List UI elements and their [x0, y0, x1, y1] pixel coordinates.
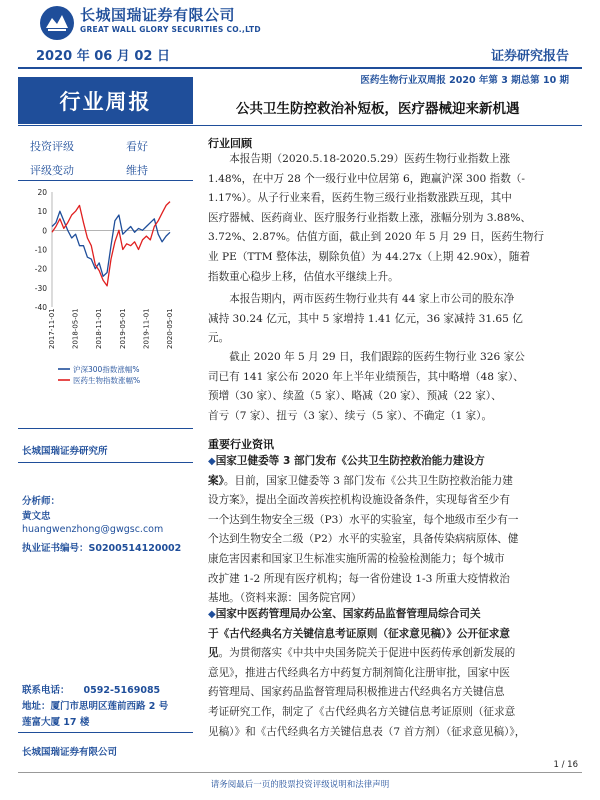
rating-top-rule [18, 125, 193, 126]
text-line: 一个达到生物安全三级（P3）水平的实验室，每个地级市至少有一 [208, 513, 519, 526]
contact-phone [22, 682, 160, 696]
analyst-name: 黄文忠 [22, 511, 51, 522]
page-number: 1 / 16 [553, 760, 578, 770]
text-line: 本报告期（2020.5.18-2020.5.29）医药生物行业指数上涨 [229, 153, 511, 165]
company-name-cn: 长城国瑞证券有限公司 [80, 6, 236, 24]
contact-phone-label: 联系电话： [22, 685, 70, 696]
y-tick-label: -10 [34, 245, 47, 255]
text-line: 司已有 141 家公布 2020 年上半年业绩预告，其中略增（48 家）、 [208, 370, 524, 383]
text-line: 改扩建 1-2 所现有医疗机构；每一省份建设 1-3 所重大疫情救治 [208, 572, 510, 585]
x-tick-label: 2019-11-01 [142, 308, 151, 349]
y-tick-label: -30 [34, 283, 47, 293]
company-logo [40, 6, 74, 40]
x-tick-label: 2017-11-01 [48, 308, 56, 349]
header-divider [18, 67, 582, 69]
text-line: 本报告期内，两市医药生物行业共有 44 家上市公司的股东净 [229, 293, 515, 305]
text-line: 预增（30 家）、续盈（5 家）、略减（20 家）、预减（22 家）、 [208, 390, 502, 403]
text-line: 考证研究工作，制定了《古代经典名方关键信息考证原则（征求意 [208, 705, 516, 718]
legend-label-2: 医药生物指数涨幅% [73, 376, 141, 385]
text-line: 业 PE（TTM 整体法，剔除负值）为 44.27x（上期 42.90x），随着 [208, 250, 531, 263]
text-line: 3.72%、2.87%。估值方面，截止到 2020 年 5 月 29 日，医药生物行 [208, 231, 544, 244]
text-line: 意见》，推进古代经典名方中药复方制剂简化注册审批，国家中医 [208, 666, 510, 679]
news-item-1-title-line: 案》 [208, 474, 224, 487]
contact-phone-number: 0592-5169085 [83, 685, 161, 696]
analyst-email[interactable]: huangwenzhong@gwgsc.com [22, 524, 164, 535]
news-item-2-title-line: 见 [208, 647, 219, 660]
address-rule [18, 732, 193, 733]
diamond-bullet-icon: ◆ [208, 456, 216, 467]
chart-bottom-rule [18, 428, 193, 429]
text-line: 基地。（资料来源：国务院官网） [208, 592, 362, 605]
rating-bottom-rule [18, 180, 193, 181]
address-line-2: 莲富大厦 17 楼 [22, 717, 90, 728]
text-line: 1.17%）。从子行业来看，医药生物三级行业指数涨跌互现，其中 [208, 192, 512, 205]
news-item-2-title-line: 国家中医药管理局办公室、国家药品监督管理局综合司关 [215, 608, 481, 620]
text-line: 指数重心稳步上移，估值水平继续上升。 [208, 270, 399, 283]
rating-change-label: 评级变动 [30, 164, 74, 177]
y-tick-label: 20 [37, 188, 47, 197]
news-item-1 [208, 452, 573, 609]
text-line: 设方案》，提出全面改善疾控机构设施设备条件，实现每省至少有 [208, 494, 510, 507]
report-date: 2020 年 06 月 02 日 [36, 49, 170, 64]
invest-rating-value: 看好 [126, 140, 148, 153]
address-line-1: 地址：厦门市思明区莲前西路 2 号 [22, 701, 169, 712]
institute-name: 长城国瑞证券研究所 [22, 446, 108, 457]
market-performance-chart [18, 182, 193, 397]
x-tick-label: 2019-05-01 [118, 308, 127, 349]
text-line: 药管理局、国家药品监督管理局积极推进古代经典名方关键信息 [208, 686, 505, 699]
text-line: 。目前，国家卫健委等 3 部门发布《公共卫生防控救治能力建 [223, 474, 513, 487]
diamond-bullet-icon: ◆ [208, 609, 216, 620]
issue-info: 医药生物行业双周报 2020 年第 3 期总第 10 期 [360, 75, 569, 86]
section-title-review: 行业回顾 [208, 137, 252, 150]
x-tick-label: 2020-05-01 [166, 308, 174, 349]
review-paragraph-3 [208, 348, 573, 426]
text-line: 见稿）》和《古代经典名方关键信息表（7 首方剂）（征求意见稿）》， [208, 725, 526, 738]
text-line: 医疗器械、医药商业、医疗服务行业指数上涨，涨幅分别为 3.88%、 [208, 211, 532, 224]
footer-divider [18, 772, 582, 773]
text-line: 元。 [208, 332, 230, 345]
footer-company: 长城国瑞证券有限公司 [22, 747, 118, 758]
review-paragraph-2 [208, 290, 573, 349]
text-line: 个达到生物安全二级（P2）水平的实验室，具备传染病病原体、健 [208, 533, 519, 546]
x-tick-label: 2018-11-01 [95, 308, 104, 349]
review-paragraph-1 [208, 150, 573, 287]
section-title-news: 重要行业资讯 [208, 438, 274, 451]
report-headline: 公共卫生防控救治补短板，医疗器械迎来新机遇 [236, 101, 520, 117]
y-tick-label: -20 [34, 264, 47, 274]
news-item-2-title-line: 于《古代经典名方关键信息考证原则（征求意见稿）》公开征求意 [208, 627, 510, 640]
company-name-en: GREAT WALL GLORY SECURITIES CO.,LTD [80, 25, 261, 34]
text-line: 减持 30.24 亿元，其中 5 家增持 1.41 亿元，36 家减持 31.65 亿 [208, 312, 523, 325]
series-line-1 [52, 211, 170, 276]
x-tick-label: 2018-05-01 [71, 308, 80, 349]
text-line: 康危害因素和国家卫生标准实施所需的检验检测能力；每个城市 [208, 552, 505, 565]
report-category: 行业周报 [18, 77, 193, 124]
text-line: 1.48%，在中万 28 个一级行业中位居第 6，跑赢沪深 300 指数（- [208, 172, 525, 185]
invest-rating-label: 投资评级 [30, 140, 74, 153]
y-tick-label: 10 [37, 207, 47, 217]
text-line: 首亏（7 家）、扭亏（3 家）、续亏（5 家）、不确定（1 家）。 [208, 409, 493, 422]
text-line: 。为贯彻落实《中共中央国务院关于促进中医药传承创新发展的 [218, 647, 516, 660]
legal-disclaimer: 请务阅最后一页的股票投资评级说明和法律声明 [210, 780, 390, 790]
report-type: 证券研究报告 [490, 49, 569, 64]
legend-label-1: 沪深300指数涨幅% [73, 365, 140, 374]
institute-rule [18, 462, 193, 463]
news-item-2 [208, 605, 573, 742]
license-number: 执业证书编号：S0200514120002 [22, 543, 182, 554]
rating-change-value: 维持 [126, 164, 148, 177]
headline-divider [193, 125, 582, 126]
y-tick-label: 0 [42, 226, 47, 236]
analyst-label: 分析师： [22, 496, 61, 507]
y-tick-label: -40 [34, 303, 47, 312]
news-item-1-title-line: 国家卫健委等 3 部门发布《公共卫生防控救治能力建设方 [215, 455, 485, 467]
text-line: 截止 2020 年 5 月 29 日，我们跟踪的医药生物行业 326 家公 [229, 351, 525, 363]
